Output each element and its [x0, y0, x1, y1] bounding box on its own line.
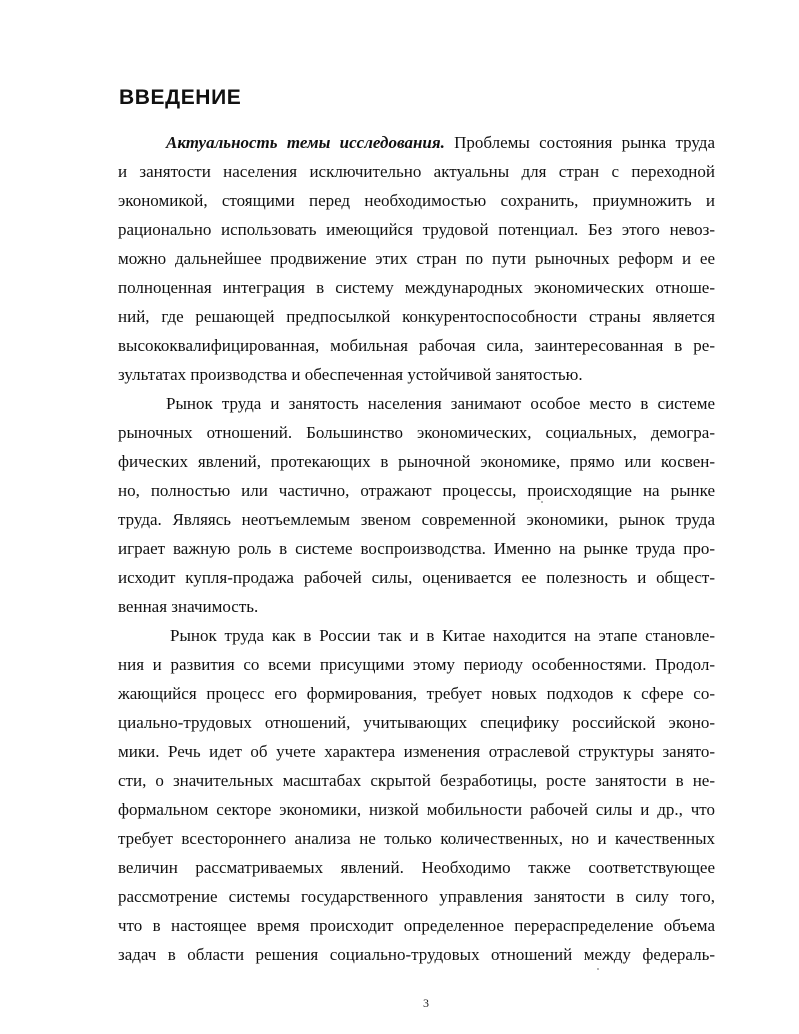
paragraph-1-line: рационально использовать имеющийся трудовой потенциал. Без этого невоз- [118, 220, 715, 239]
paragraph-2-line: венная значимость. [118, 597, 259, 616]
paragraph-3-line: величин рассматриваемых явлений. Необходимо также соответствующее [118, 858, 715, 877]
paragraph-3-line: что в настоящее время происходит определенное перераспределение объема [118, 916, 715, 935]
body-text [118, 128, 715, 969]
scan-speck [597, 968, 599, 970]
paragraph-2-line: рыночных отношений. Большинство экономических, социальных, демогра- [118, 423, 715, 442]
page-number: 3 [423, 996, 429, 1010]
paragraph-1-line: ний, где решающей предпосылкой конкурентоспособности страны является [118, 307, 715, 326]
paragraph-1-line-1-rest: Проблемы состояния рынка труда [444, 133, 715, 152]
paragraph-1-line: экономикой, стоящими перед необходимостью сохранить, приумножить и [118, 191, 715, 210]
paragraph-2-line: исходит купля-продажа рабочей силы, оценивается ее полезность и общест- [118, 568, 715, 587]
section-heading: ВВЕДЕНИЕ [119, 86, 242, 109]
paragraph-2-line: но, полностью или частично, отражают процессы, происходящие на рынке [118, 481, 715, 500]
paragraph-3-line: жающийся процесс его формирования, требует новых подходов к сфере со- [118, 684, 715, 703]
paragraph-2-line: играет важную роль в системе воспроизводства. Именно на рынке труда про- [118, 539, 715, 558]
paragraph-3-line: ния и развития со всеми присущими этому периоду особенностями. Продол- [118, 655, 715, 674]
paragraph-1-line: зультатах производства и обеспеченная устойчивой занятостью. [118, 365, 583, 384]
lead-phrase: Актуальность темы исследования. [166, 133, 445, 152]
paragraph-1-line-1 [118, 128, 715, 157]
paragraph-3-line: формальном секторе экономики, низкой мобильности рабочей силы и др., что [118, 800, 715, 819]
paragraph-2-line: труда. Являясь неотъемлемым звеном современной экономики, рынок труда [118, 510, 715, 529]
paragraph-3-line: сти, о значительных масштабах скрытой безработицы, росте занятости в не- [118, 771, 715, 790]
paragraph-3-line: требует всестороннего анализа не только количественных, но и качественных [118, 829, 715, 848]
paragraph-3-line: рассмотрение системы государственного управления занятости в силу того, [118, 887, 715, 906]
paragraph-2-line: Рынок труда и занятость населения занимают особое место в системе [166, 394, 715, 413]
paragraph-2-line: фических явлений, протекающих в рыночной экономике, прямо или косвен- [118, 452, 715, 471]
paragraph-1-line: полноценная интеграция в систему международных экономических отноше- [118, 278, 715, 297]
paragraph-3-line: циально-трудовых отношений, учитывающих специфику российской эконо- [118, 713, 715, 732]
paragraph-1-line: можно дальнейшее продвижение этих стран по пути рыночных реформ и ее [118, 249, 715, 268]
paragraph-1-line: и занятости населения исключительно актуальны для стран с переходной [118, 162, 715, 181]
paragraph-1-line: высококвалифицированная, мобильная рабочая сила, заинтересованная в ре- [118, 336, 715, 355]
scan-speck [541, 501, 543, 503]
paragraph-3-line: мики. Речь идет об учете характера изменения отраслевой структуры занято- [118, 742, 715, 761]
paragraph-3-line: Рынок труда как в России так и в Китае находится на этапе становле- [170, 626, 715, 645]
paragraph-3-line: задач в области решения социально-трудовых отношений между федераль- [118, 945, 715, 964]
